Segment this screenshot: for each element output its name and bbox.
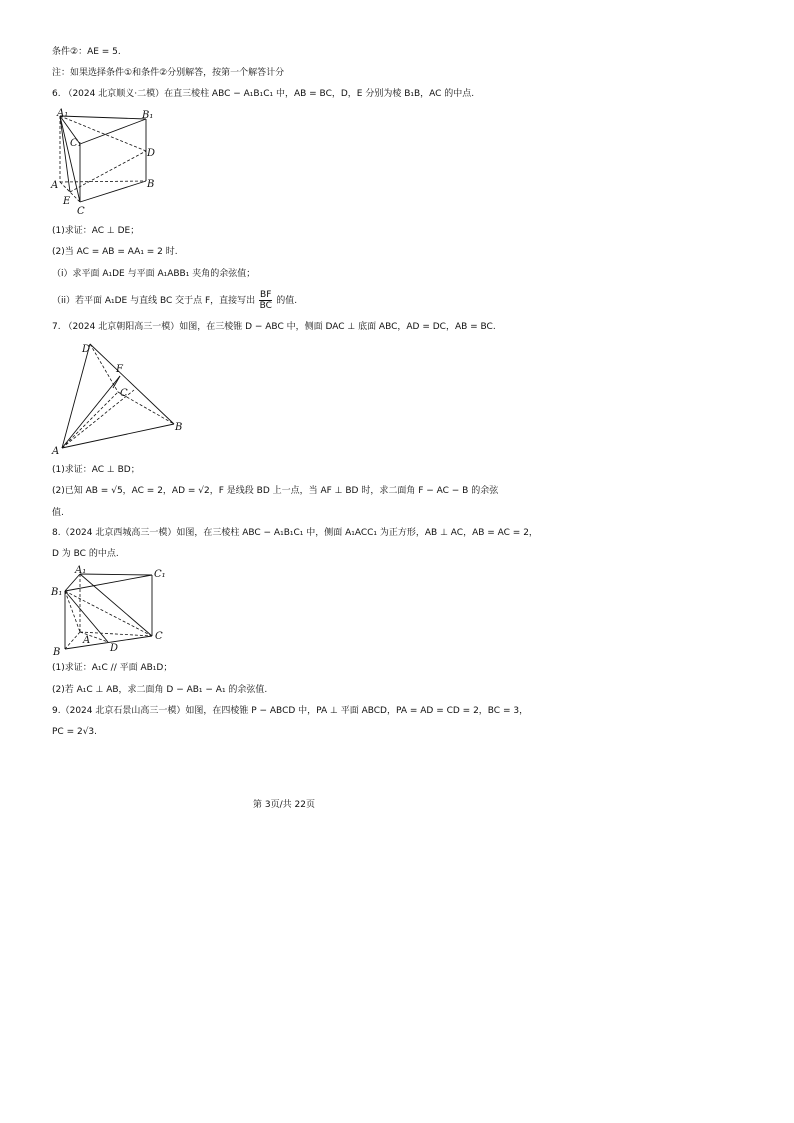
problem-8-stem: 8.（2024 北京西城高三一模）如图，在三棱柱 ABC − A₁B₁C₁ 中，侧面 A₁ACC₁ 为正方形，AB ⊥ AC，AB = AC = 2， — [52, 528, 538, 538]
problem-7-part1: (1)求证：AC ⊥ BD； — [52, 465, 140, 475]
figure-prism-6 — [48, 104, 168, 222]
problem-6-part2-ii — [52, 290, 297, 311]
fig8-label-b: B — [53, 647, 61, 658]
fraction-numerator: BF — [260, 290, 272, 300]
fig6-label-d: D — [147, 148, 156, 159]
fig7-label-a: A — [52, 446, 60, 457]
fraction-bf-bc — [259, 290, 272, 311]
fig7-label-f: F — [116, 364, 123, 375]
problem-8-stem-cont: D 为 BC 的中点. — [52, 549, 119, 559]
problem-6-part2-i: （i）求平面 A₁DE 与平面 A₁ABB₁ 夹角的余弦值； — [52, 269, 256, 279]
fig8-label-d: D — [110, 643, 119, 654]
problem-6-part2-ii-text: （ii）若平面 A₁DE 与直线 BC 交于点 F，直接写出 — [52, 296, 256, 306]
fig8-label-c: C — [155, 631, 163, 642]
fig7-label-d: D — [82, 344, 91, 355]
fig6-label-b: B — [147, 179, 155, 190]
fig6-label-c1: C₁ — [70, 138, 82, 149]
problem-7-stem: 7. （2024 北京朝阳高三一模）如图，在三棱锥 D − ABC 中，侧面 DAC ⊥ 底面 ABC，AD = DC，AB = BC. — [52, 322, 496, 332]
fig6-label-b1: B₁ — [142, 110, 154, 121]
problem-8-part1: (1)求证：A₁C // 平面 AB₁D； — [52, 663, 173, 673]
problem-7-part2-cont: 值. — [52, 508, 64, 518]
problem-8-part2: (2)若 A₁C ⊥ AB，求二面角 D − AB₁ − A₁ 的余弦值. — [52, 685, 268, 695]
fig6-label-e: E — [63, 196, 71, 207]
problem-7-part2: (2)已知 AB = √5，AC = 2，AD = √2，F 是线段 BD 上一点，当 AF ⊥ BD 时，求二面角 F − AC − B 的余弦 — [52, 486, 499, 496]
fig8-label-a: A — [83, 635, 91, 646]
problem-9-stem-cont: PC = 2√3. — [52, 727, 98, 737]
fig6-label-c: C — [77, 206, 85, 217]
fraction-denominator: BC — [259, 301, 272, 311]
fig8-label-b1: B₁ — [51, 587, 63, 598]
condition-2-line: 条件②：AE = 5. — [52, 47, 121, 57]
fig6-label-a: A — [51, 180, 59, 191]
figure-pyramid-7 — [48, 338, 188, 458]
fig8-label-a1: A₁ — [75, 565, 87, 576]
problem-6-part2: (2)当 AC = AB = AA₁ = 2 时. — [52, 247, 178, 257]
fig6-label-a1: A₁ — [57, 108, 69, 119]
scoring-note: 注：如果选择条件①和条件②分别解答，按第一个解答计分 — [52, 68, 285, 78]
figure-prism-8 — [48, 565, 178, 657]
fig7-label-c: C — [120, 388, 128, 399]
problem-6-part1: (1)求证：AC ⊥ DE； — [52, 226, 140, 236]
page-footer: 第 3页/共 22页 — [253, 800, 315, 810]
problem-9-stem: 9.（2024 北京石景山高三一模）如图，在四棱锥 P − ABCD 中，PA ⊥ 平面 ABCD，PA = AD = CD = 2，BC = 3， — [52, 706, 529, 716]
fig7-label-b: B — [175, 422, 183, 433]
problem-6-stem: 6. （2024 北京顺义·二模）在直三棱柱 ABC − A₁B₁C₁ 中，AB = BC，D，E 分别为棱 B₁B，AC 的中点. — [52, 89, 475, 99]
problem-6-part2-ii-tail: 的值. — [276, 296, 298, 306]
fig8-label-c1: C₁ — [154, 569, 166, 580]
